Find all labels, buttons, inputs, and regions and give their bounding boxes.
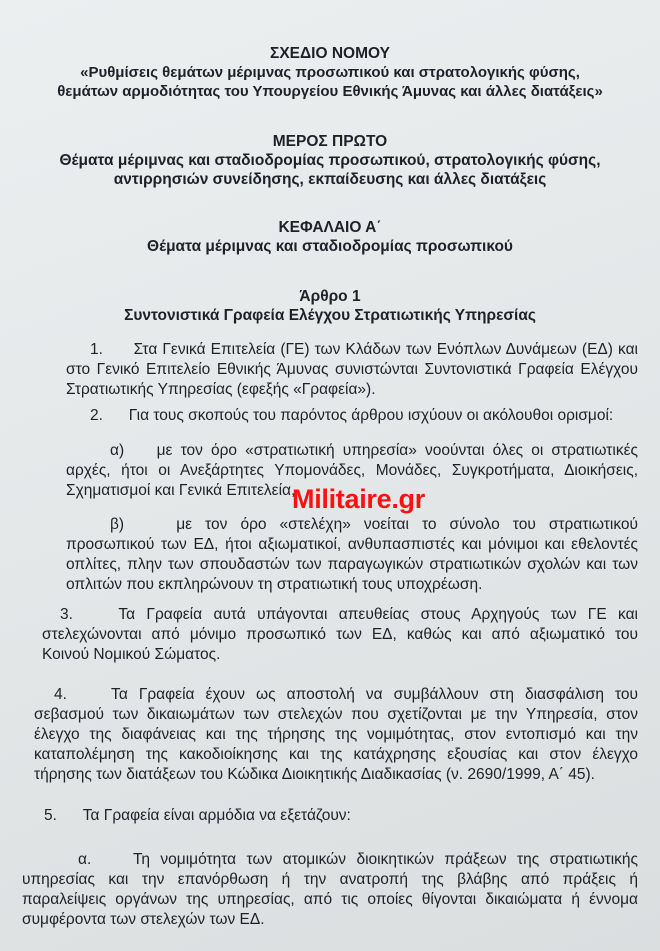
paragraph-3-line-1: 3. Τα Γραφεία αυτά υπάγονται απευθείας στους Αρχηγούς των ΓΕ και xyxy=(60,606,638,623)
paragraph-1-line-1: 1. Στα Γενικά Επιτελεία (ΓΕ) των Κλάδων των Ενόπλων Δυνάμεων (ΕΔ) και xyxy=(90,341,638,358)
paragraph-4 xyxy=(34,685,638,785)
paragraph-5a-line-4: συμφέροντα των στελεχών των ΕΔ. xyxy=(22,911,265,928)
draft-law-subtitle-line-1: «Ρυθμίσεις θεμάτων μέριμνας προσωπικού και στρατολογικής φύσης, xyxy=(80,64,580,81)
document-header xyxy=(0,44,660,101)
paragraph-1-line-3: Στρατιωτικής Υπηρεσίας (εφεξής «Γραφεία»). xyxy=(66,381,376,398)
paragraph-2b xyxy=(66,515,638,595)
paragraph-2b-line-1: β) με τον όρο «στελέχη» νοείται το σύνολο του στρατιωτικού xyxy=(110,516,638,533)
paragraph-2b-line-3: οπλίτες, πλην των σπουδαστών των παραγωγικών στρατιωτικών σχολών και των xyxy=(66,556,638,573)
paragraph-2b-line-4: οπλιτών που εκπληρώνουν τη στρατιωτική τους υποχρέωση. xyxy=(66,576,483,593)
paragraph-5a-line-3: παραλείψεις οργάνων της υπηρεσίας, από τις οποίες θίγονται δικαιώματα ή έννομα xyxy=(22,891,638,908)
chapter-heading xyxy=(0,218,660,256)
paragraph-1 xyxy=(66,340,638,400)
paragraph-3 xyxy=(42,605,638,665)
paragraph-5a xyxy=(22,850,638,930)
part-subtitle-line-1: Θέματα μέριμνας και σταδιοδρομίας προσωπικού, στρατολογικής φύσης, xyxy=(59,152,601,169)
paragraph-4-line-5: τήρησης των διατάξεων του Κώδικα Διοικητικής Διαδικασίας (ν. 2690/1999, Α΄ 45). xyxy=(34,766,595,783)
chapter-subtitle: Θέματα μέριμνας και σταδιοδρομίας προσωπικού xyxy=(147,238,513,255)
paragraph-5a-line-1: α. Τη νομιμότητα των ατομικών διοικητικών πράξεων της στρατιωτικής xyxy=(78,851,638,868)
paragraph-2b-line-2: προσωπικού των ΕΔ, ήτοι αξιωματικοί, ανθυπασπιστές και μόνιμοι και εθελοντές xyxy=(66,536,638,553)
part-subtitle-line-2: αντιρρησιών συνείδησης, εκπαίδευσης και άλλες διατάξεις xyxy=(113,171,547,188)
paragraph-5-line-1: 5. Τα Γραφεία είναι αρμόδια να εξετάζουν: xyxy=(44,807,351,824)
paragraph-1-line-2: στο Γενικό Επιτελείο Εθνικής Άμυνας συνιστώνται Συντονιστικά Γραφεία Ελέγχου xyxy=(66,361,638,378)
paragraph-4-line-3: έλεγχο της διαφάνειας και της τήρησης της νομιμότητας, στον εντοπισμό και την xyxy=(34,726,638,743)
article-title: Άρθρο 1 xyxy=(299,288,361,305)
paragraph-5 xyxy=(44,806,634,826)
paragraph-2 xyxy=(90,406,640,426)
paragraph-4-line-1: 4. Τα Γραφεία έχουν ως αποστολή να συμβάλλουν στη διασφάλιση του xyxy=(54,686,638,703)
article-heading xyxy=(0,287,660,325)
chapter-title: ΚΕΦΑΛΑΙΟ Α΄ xyxy=(278,219,382,236)
article-subtitle: Συντονιστικά Γραφεία Ελέγχου Στρατιωτικής Υπηρεσίας xyxy=(124,307,536,324)
militaire-watermark: Militaire.gr xyxy=(292,484,425,514)
paragraph-2a-line-1: α) με τον όρο «στρατιωτική υπηρεσία» νοούνται όλες οι στρατιωτικές xyxy=(110,442,638,459)
paragraph-2-line-1: 2. Για τους σκοπούς του παρόντος άρθρου ισχύουν οι ακόλουθοι ορισμοί: xyxy=(90,407,614,424)
paragraph-2a-line-2: αρχές, ήτοι οι Ανεξάρτητες Υπομονάδες, Μονάδες, Συγκροτήματα, Διοικήσεις, xyxy=(66,462,638,479)
part-title: ΜΕΡΟΣ ΠΡΩΤΟ xyxy=(272,133,388,150)
draft-law-subtitle-line-2: θεμάτων αρμοδιότητας του Υπουργείου Εθνικής Άμυνας και άλλες διατάξεις» xyxy=(57,83,603,100)
paragraph-2a-line-3: Σχηματισμοί και Γενικά Επιτελεία, xyxy=(66,482,296,499)
part-heading xyxy=(0,132,660,189)
paragraph-3-line-3: Κοινού Νομικού Σώματος. xyxy=(42,646,221,663)
paragraph-3-line-2: στελεχώνονται από μόνιμο προσωπικό των ΕΔ, καθώς και από αξιωματικό του xyxy=(42,626,638,643)
paragraph-5a-line-2: υπηρεσίας και την επανόρθωση ή την ανατροπή της βλάβης από πράξεις ή xyxy=(22,871,638,888)
paragraph-4-line-2: σεβασμού των δικαιωμάτων των στελεχών που σχετίζονται με την Υπηρεσία, στον xyxy=(34,706,638,723)
paragraph-4-line-4: καταπολέμηση της κακοδιοίκησης και της κατάχρησης εξουσίας και στον έλεγχο xyxy=(34,746,638,763)
draft-law-title: ΣΧΕΔΙΟ ΝΟΜΟΥ xyxy=(270,45,390,62)
